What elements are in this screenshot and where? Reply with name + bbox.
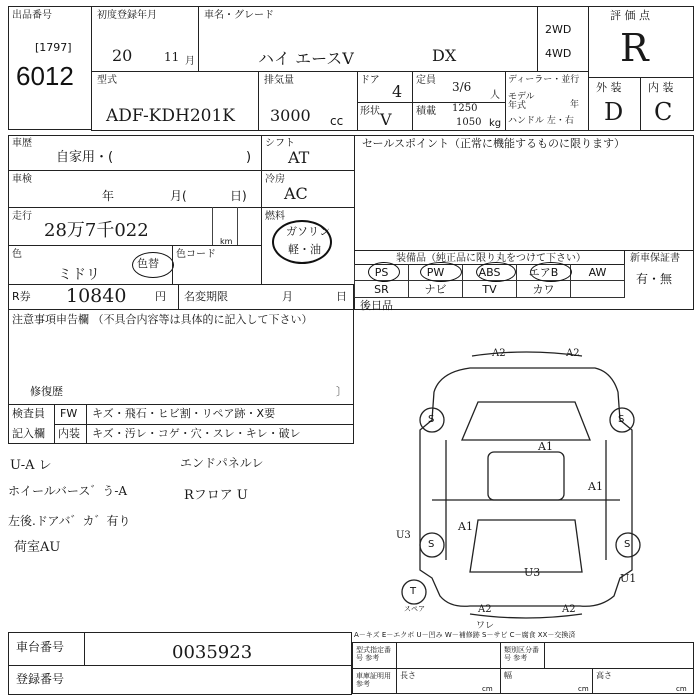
- history-value: 自家用・(: [56, 150, 114, 165]
- mark-crack: ワレ: [476, 621, 495, 631]
- insp-day: 日): [230, 189, 247, 203]
- equip-label: 装備品（純正品に限り丸をつけて下さい）: [396, 253, 586, 264]
- fuel-label: 燃料: [265, 211, 285, 222]
- ext-label: 外 装: [596, 81, 622, 94]
- mileage-label: 走行: [12, 211, 32, 222]
- frame-value: 0035923: [172, 642, 253, 663]
- ref-v-2: [500, 642, 501, 668]
- disp-label: 排気量: [264, 75, 294, 86]
- equip-navi: ナビ: [409, 281, 463, 298]
- equip-blank: [571, 281, 625, 298]
- height-label: 高さ: [596, 671, 612, 680]
- model-year-label: モデル 年式: [508, 92, 535, 111]
- repair-close: 〕: [336, 385, 347, 398]
- lot-label: 出品番号: [12, 10, 52, 21]
- width-label: 幅: [504, 671, 512, 680]
- left-row-line-2: [8, 207, 262, 208]
- name-value: ハイ エースV: [258, 49, 354, 68]
- eval-value: R: [620, 26, 649, 70]
- note-line-5: エンドパネルレ: [180, 456, 264, 470]
- load-unit: kg: [489, 118, 502, 129]
- history-close: ): [246, 150, 252, 165]
- name-change-label: 名変期限: [184, 290, 228, 303]
- insp-month: 月(: [170, 189, 187, 203]
- dealer-label: ディーラー・並行: [508, 75, 580, 85]
- width-unit: cm: [578, 685, 589, 693]
- checker-mid-line: [54, 424, 354, 425]
- eval-label: 評 価 点: [610, 9, 650, 22]
- checker-int-label: 内装: [58, 427, 80, 440]
- checker-fw-items: キズ・飛石・ヒビ割・リペア跡・X要: [92, 407, 276, 420]
- history-label: 車歴: [12, 138, 32, 149]
- name-label: 車名・グレード: [204, 10, 274, 21]
- color-divider: [172, 245, 173, 285]
- left-row-line-1: [8, 170, 262, 171]
- cap-value: 3/6: [452, 80, 472, 94]
- note-line-4: 荷室AU: [14, 540, 61, 555]
- shape-value: V: [380, 110, 392, 129]
- equip-abs: ABS: [463, 264, 517, 281]
- mark-a1-side-l: A1: [458, 520, 473, 533]
- mid-line-2: [261, 207, 355, 208]
- frame-label: 車台番号: [16, 640, 65, 654]
- insp-year: 年: [102, 189, 115, 203]
- circle-ps: [368, 262, 400, 282]
- disp-value: 3000: [270, 106, 311, 125]
- load-label: 積載: [416, 106, 436, 117]
- note-line-2: ホイールバース゛う-A: [8, 484, 128, 498]
- fuel-circle: [272, 220, 332, 264]
- ext-int-divider: [640, 77, 641, 131]
- shift-label: シフト: [265, 138, 295, 149]
- mark-u3-rear: U3: [524, 566, 541, 579]
- checker-v-line-2: [86, 404, 87, 444]
- reg-year: 20: [112, 46, 133, 65]
- mileage-unit: km: [220, 237, 233, 246]
- rear-seat-label: 後日品: [360, 299, 393, 312]
- equip-aw: AW: [571, 264, 625, 281]
- class-ref: 類別区分番号 参考: [504, 646, 539, 662]
- dealer-ref: 型式指定番号 参考: [356, 646, 391, 662]
- inspection-label: 車検: [12, 174, 32, 185]
- checker-v-line: [54, 404, 55, 444]
- reg-month: 11: [164, 50, 180, 64]
- mark-a2-front-r: A2: [566, 348, 580, 359]
- height-unit: cm: [676, 685, 687, 693]
- length-unit: cm: [482, 685, 493, 693]
- r-divider: [178, 284, 179, 310]
- mid-line-1: [261, 170, 355, 171]
- load-value-2: 1050: [456, 117, 482, 128]
- circle-pw: [420, 262, 462, 282]
- mark-a2-front-l: A2: [492, 348, 506, 359]
- mileage-value: 28万7千022: [44, 220, 149, 241]
- mileage-tick-a: [212, 207, 213, 245]
- model-label: 型式: [97, 75, 117, 86]
- r-row: [8, 284, 354, 310]
- repair-label: 修復歴: [30, 385, 63, 398]
- model-value: ADF-KDH201K: [106, 106, 235, 126]
- equip-pw: PW: [409, 264, 463, 281]
- note-line-3: 左後.ドアバ゛カ゛有り: [8, 514, 131, 528]
- equip-airbag: エアB: [517, 264, 571, 281]
- ext-value: D: [604, 98, 624, 126]
- fuel-value: ガソリン: [286, 225, 330, 238]
- mark-u1-rear-r: U1: [620, 572, 637, 585]
- wheel-s-2: S: [618, 414, 625, 425]
- note-line-6: Rフロア U: [184, 488, 248, 503]
- mileage-tick-b: [237, 207, 238, 245]
- circle-abs: [476, 262, 516, 282]
- ref-v-4: [500, 668, 501, 694]
- lot-number: 6012: [16, 61, 74, 91]
- warranty-value: 有・無: [636, 272, 673, 286]
- door-value: 4: [392, 82, 403, 101]
- shift-value: AT: [288, 148, 310, 167]
- color-change: 色替: [137, 257, 159, 270]
- note-line-1: U-A レ: [10, 458, 52, 473]
- equip-leather: カワ: [517, 281, 571, 298]
- sales-block: [354, 135, 694, 251]
- year-unit: 年: [570, 100, 580, 110]
- shape-label: 形状: [360, 106, 380, 117]
- mark-a1-side-r: A1: [588, 480, 603, 493]
- int-label: 内 装: [648, 81, 674, 94]
- name-change-day: 日: [336, 290, 347, 303]
- reg-month-unit: 月: [185, 56, 195, 67]
- wheel-s-3: S: [428, 539, 435, 550]
- name-change-month: 月: [282, 290, 293, 303]
- legend: A－キズ E－エクボ U－凹み W－補修跡 S－サビ C－腐食 XX－交換済: [354, 631, 576, 639]
- ref-v-5: [592, 668, 593, 694]
- wheel-s-4: S: [624, 539, 631, 550]
- ref-v-1: [396, 642, 397, 694]
- spare-t: T: [410, 586, 417, 597]
- cap-unit: 人: [490, 90, 500, 101]
- ac-value: AC: [284, 184, 308, 203]
- fuel-options: 軽・油: [288, 243, 321, 256]
- handle-label: ハンドル 左・右: [508, 116, 574, 126]
- cert-ref: 車庫証明用 参考: [356, 672, 391, 688]
- cap-label: 定員: [416, 75, 436, 86]
- color-label: 色: [12, 249, 22, 260]
- checker-fw: FW: [60, 407, 78, 420]
- lot-sub: [1797]: [35, 41, 72, 54]
- drive-cell: [537, 6, 589, 72]
- r-label: R券: [12, 290, 31, 303]
- int-value: C: [654, 98, 673, 126]
- notes-label: 注意事項申告欄 （不具合内容等は具体的に記入して下さい）: [12, 313, 313, 326]
- checker-label-1: 検査員: [12, 407, 45, 420]
- mark-a2-rear-r: A2: [562, 604, 576, 615]
- load-value-1: 1250: [452, 103, 478, 114]
- mark-a2-rear-l: A2: [478, 604, 492, 615]
- sales-label: セールスポイント（正常に機能するものに限ります）: [362, 137, 626, 150]
- drive-2wd: 2WD: [545, 23, 572, 36]
- reg-label: 初度登録年月: [97, 10, 157, 21]
- equip-tv: TV: [463, 281, 517, 298]
- r-value: 10840: [66, 285, 127, 307]
- wheel-s-1: S: [428, 414, 435, 425]
- mark-u3-left: U3: [396, 530, 411, 541]
- door-label: ドア: [360, 75, 380, 86]
- equip-sr: SR: [355, 281, 409, 298]
- checker-int-items: キズ・汚レ・コゲ・穴・スレ・キレ・破レ: [92, 427, 301, 440]
- color-code-label: 色コード: [176, 249, 216, 260]
- circle-airbag: [530, 262, 572, 282]
- length-label: 長さ: [400, 671, 416, 680]
- checker-label-2: 記入欄: [12, 427, 45, 440]
- ref-v-3: [544, 642, 545, 668]
- r-unit: 円: [155, 290, 166, 303]
- warranty-label: 新車保証書: [630, 253, 680, 264]
- regno-label: 登録番号: [16, 672, 65, 686]
- drive-4wd: 4WD: [545, 47, 572, 60]
- color-value: ミドリ: [58, 267, 100, 283]
- disp-unit: cc: [330, 114, 344, 128]
- equip-ps: PS: [355, 264, 409, 281]
- mark-a1-hood: A1: [538, 440, 553, 453]
- mark-spare: スペア: [404, 605, 425, 613]
- ac-label: 冷房: [265, 174, 285, 185]
- grade-value: DX: [432, 46, 457, 65]
- ref-mid-line: [352, 668, 694, 669]
